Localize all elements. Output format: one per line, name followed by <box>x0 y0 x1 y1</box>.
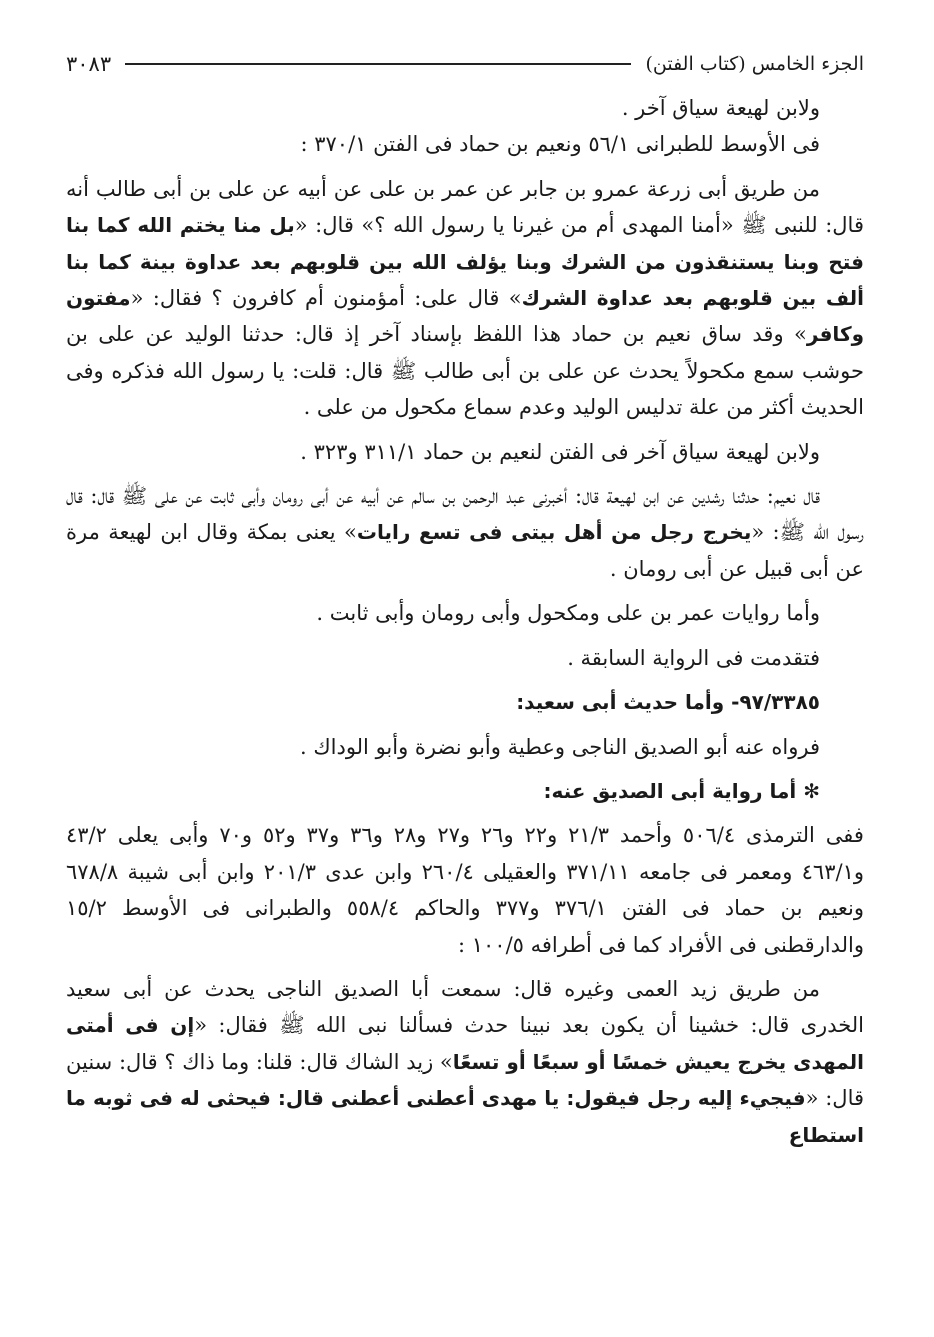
text-run: » وقد ساق نعيم بن حماد هذا اللفظ بإسناد آخر إذ قال: حدثنا الوليد عن على بن حوشب سمع مكحولاً يحدث عن على بن أبى طالب ﷺ قال: قلت: يا رسول الله فذكره وفى الحديث أكثر من علة تدليس الوليد وعدم سماع مكحول من على . <box>66 322 864 420</box>
text-run: » قال على: أمؤمنون أم كافرون ؟ فقال: « <box>130 286 522 311</box>
header-rule <box>125 63 631 65</box>
bold-hadith-text: إن فى أمتى المهدى يخرج يعيش خمسًا أو سبعًا أو تسعًا <box>66 1013 864 1074</box>
paragraph <box>66 126 864 162</box>
paragraph <box>66 595 864 631</box>
bold-hadith-text: بل منا يختم الله كما بنا فتح وبنا يستنقذون من الشرك وبنا يؤلف الله بين قلوبهم بعد عداوة بينة كما بنا ألف بين قلوبهم بعد عداوة الشرك <box>66 213 864 311</box>
bold-hadith-text: يخرج رجل من أهل بيتى فى تسع رايات <box>356 520 752 545</box>
paragraph <box>66 434 864 470</box>
text-run: ولابن لهيعة سياق آخر . <box>621 96 820 120</box>
running-title: الجزء الخامس (كتاب الفتن) <box>645 53 864 75</box>
text-run: ففى الترمذى ٥٠٦/٤ وأحمد ٢١/٣ و٢٢ و٢٦ و٢٧ و٢٨ و٣٦ و٣٧ و٥٢ و٧٠ وأبى يعلى ٤٣/٢ و٤٦٣/١ ومعمر فى جامعه ٣٧١/١١ والعقيلى ٢٦٠/٤ وابن عدى ٢٠١/٣ وابن أبى شيبة ٦٧٨/٨ ونعيم بن حماد فى الفتن ٣٧٦/١ و٣٧٧ والحاكم ٥٥٨/٤ والطبرانى فى الأوسط ١٥/٢ والدارقطنى فى الأفراد كما فى أطرافه ١٠٠/٥ : <box>66 823 865 957</box>
paragraph <box>66 171 864 426</box>
page-number: ٣٠٨٣ <box>66 52 112 76</box>
text-run: فرواه عنه أبو الصديق الناجى وعطية وأبو نضرة وأبو الوداك . <box>299 734 820 759</box>
heading-text: ✻ أما رواية أبى الصديق عنه: <box>543 778 820 803</box>
text-run: قال نعيم: حدثنا رشدين عن ابن لهيعة قال: أخبرنى عبد الرحمن بن سالم عن أبيه عن أبى رومان وأبى ثابت عن على ﷺ قال: قال رسول الله ﷺ: « <box>66 484 864 545</box>
paragraph <box>66 478 864 587</box>
text-run: من طريق أبى زرعة عمرو بن جابر عن عمر بن على عن أبيه عن على بن أبى طالب أنه قال: للنبى ﷺ «أمنا المهدى أم من غيرنا يا رسول الله ؟» قال: « <box>66 176 864 238</box>
text-run: وأما روايات عمر بن على ومكحول وأبى رومان وأبى ثابت . <box>316 601 820 626</box>
paragraph <box>66 729 864 765</box>
text-run: » يعنى بمكة وقال ابن لهيعة مرة عن أبى قبيل عن أبى رومان . <box>66 520 864 581</box>
paragraph <box>66 971 864 1153</box>
paragraph <box>66 817 864 963</box>
paragraph <box>66 90 864 126</box>
paragraph <box>66 640 864 676</box>
text-run: فى الأوسط للطبرانى ٥٦/١ ونعيم بن حماد فى الفتن ٣٧٠/١ : <box>300 132 820 157</box>
body-text <box>66 90 864 1153</box>
section-heading <box>66 773 864 809</box>
heading-text: ٩٧/٣٣٨٥- وأما حديث أبى سعيد: <box>516 690 820 715</box>
page-header <box>66 44 864 84</box>
bold-hadith-text: مفتون وكافر <box>66 286 864 347</box>
text-run: ولابن لهيعة سياق آخر فى الفتن لنعيم بن حماد ٣١١/١ و٣٢٣ . <box>300 439 820 464</box>
bold-hadith-text: فيجيء إليه رجل فيقول: يا مهدى أعطنى أعطنى قال: فيحثى له فى ثوبه ما استطاع <box>66 1086 864 1147</box>
text-run: من طريق زيد العمى وغيره قال: سمعت أبا الصديق الناجى يحدث عن أبى سعيد الخدرى قال: خشينا أن يكون بعد نبينا حدث فسألنا نبى الله ﷺ فقال: « <box>66 976 865 1038</box>
text-run: فتقدمت فى الرواية السابقة . <box>567 645 820 670</box>
text-run: » زيد الشاك قال: قلنا: وما ذاك ؟ قال: سنين قال: « <box>66 1049 865 1111</box>
section-heading <box>66 684 864 720</box>
